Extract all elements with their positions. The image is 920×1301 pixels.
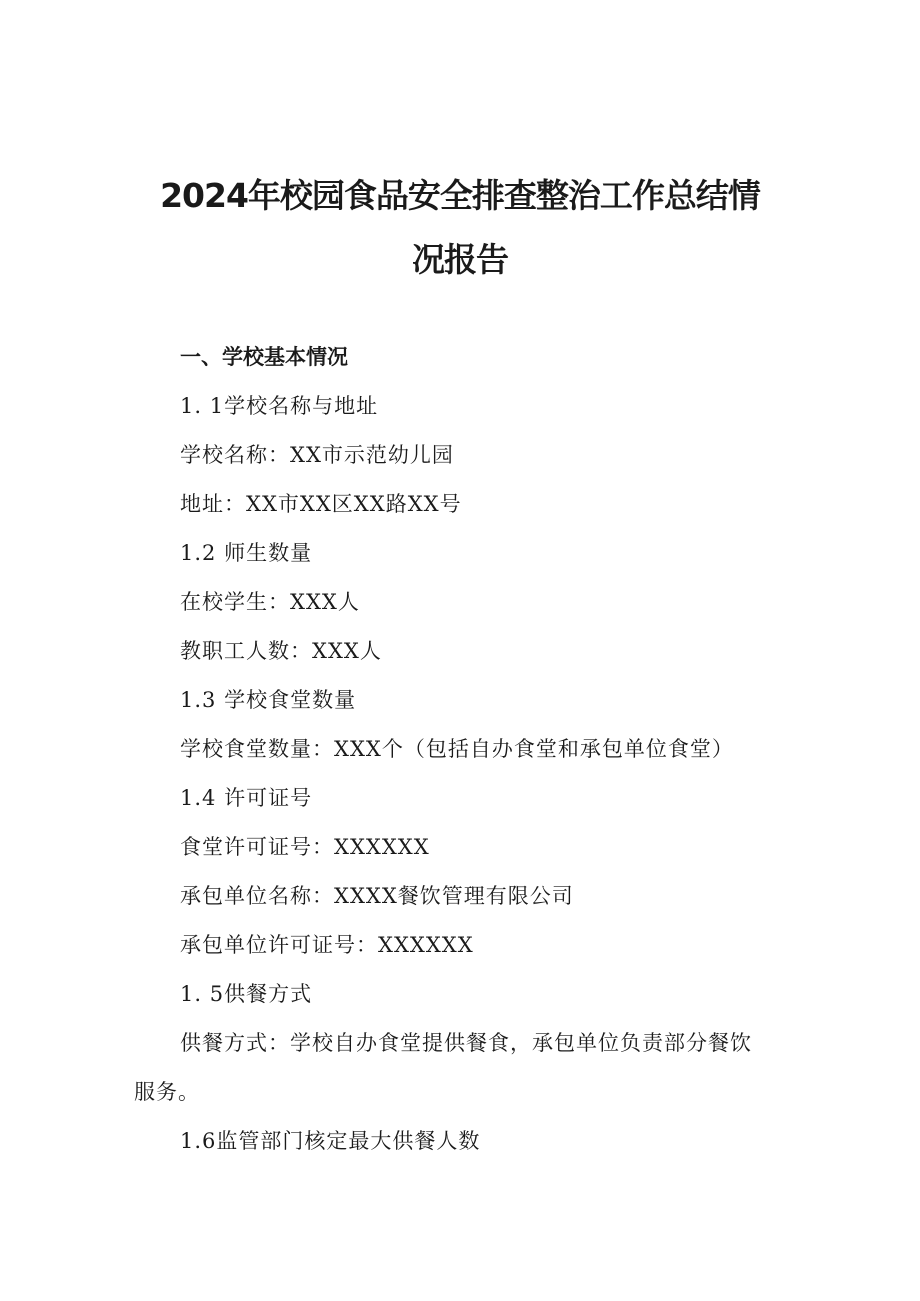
contractor-name-line: 承包单位名称：XXXX餐饮管理有限公司 <box>180 884 574 908</box>
section-heading-basic-info: 一、学校基本情况 <box>180 345 348 369</box>
meal-supply-line: 供餐方式：学校自办食堂提供餐食，承包单位负责部分餐饮 <box>180 1031 752 1055</box>
student-count-line: 在校学生：XXX人 <box>180 590 360 614</box>
meal-supply-line-continued: 服务。 <box>134 1080 200 1104</box>
subsection-1-1-heading: 1. 1学校名称与地址 <box>180 394 379 418</box>
canteen-count-line: 学校食堂数量：XXX个（包括自办食堂和承包单位食堂） <box>180 737 734 761</box>
subsection-1-5-heading: 1. 5供餐方式 <box>180 982 313 1006</box>
staff-count-line: 教职工人数：XXX人 <box>180 639 382 663</box>
school-name-line: 学校名称：XX市示范幼儿园 <box>180 443 454 467</box>
document-title-line-1: 2024年校园食品安全排查整治工作总结情 <box>160 176 760 215</box>
subsection-1-6-heading: 1.6监管部门核定最大供餐人数 <box>180 1129 481 1153</box>
document-title-line-2: 况报告 <box>412 240 508 279</box>
school-address-line: 地址：XX市XX区XX路XX号 <box>180 492 462 516</box>
subsection-1-3-heading: 1.3 学校食堂数量 <box>180 688 357 712</box>
subsection-1-2-heading: 1.2 师生数量 <box>180 541 313 565</box>
canteen-license-line: 食堂许可证号：XXXXXX <box>180 835 430 859</box>
subsection-1-4-heading: 1.4 许可证号 <box>180 786 313 810</box>
contractor-license-line: 承包单位许可证号：XXXXXX <box>180 933 474 957</box>
